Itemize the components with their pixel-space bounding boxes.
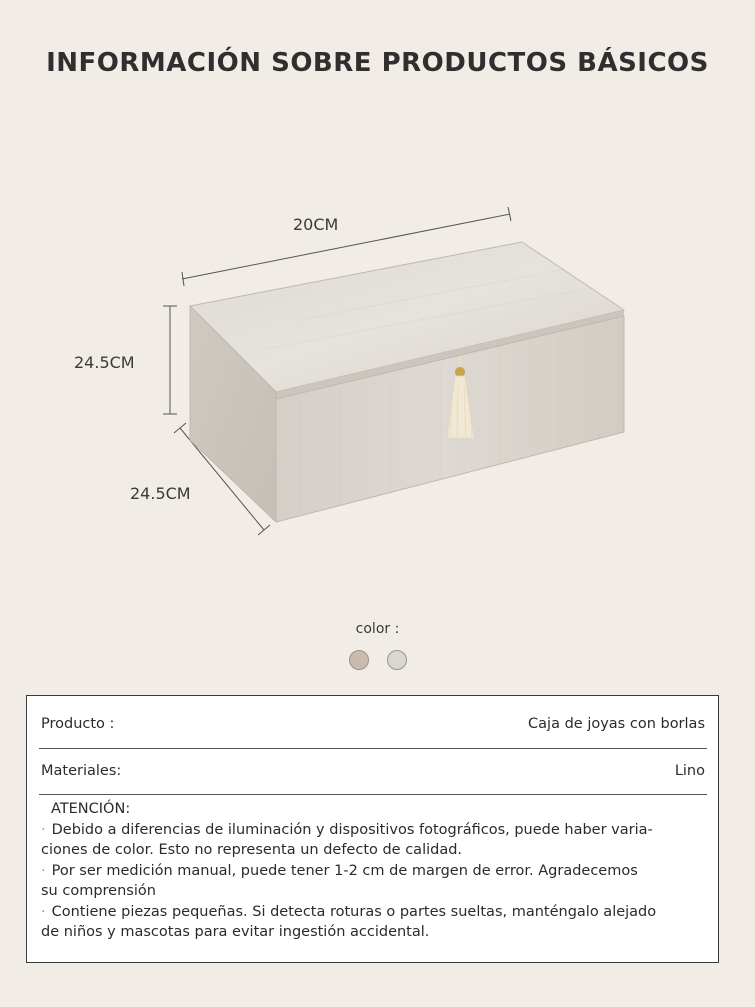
product-label: Producto :: [41, 716, 115, 732]
bullet-icon: ·: [41, 821, 46, 838]
note-text: Contiene piezas pequeñas. Si detecta roturas o partes sueltas, manténgalo alejado: [51, 903, 657, 920]
height-dimension-label: 24.5CM: [74, 353, 135, 372]
color-label: color :: [355, 621, 400, 637]
note-text: Debido a diferencias de iluminación y dispositivos fotográficos, puede haber varia-: [51, 821, 653, 838]
width-dimension-label: 20CM: [293, 215, 339, 234]
product-value: Caja de joyas con borlas: [528, 716, 705, 732]
note-line: [41, 840, 705, 861]
attention-notes: [41, 799, 705, 943]
product-info-box: [26, 695, 719, 963]
bullet-icon: ·: [41, 903, 46, 920]
product-row: [41, 716, 705, 732]
note-text: Por ser medición manual, puede tener 1-2 cm de margen de error. Agradecemos: [51, 862, 638, 879]
note-line: [41, 922, 705, 943]
note-text: su comprensión: [41, 883, 156, 899]
color-swatches: [0, 650, 755, 670]
height-dimension-line: [163, 306, 177, 414]
product-illustration: [0, 190, 755, 550]
depth-dimension-label: 24.5CM: [130, 484, 191, 503]
note-text: ciones de color. Esto no representa un defecto de calidad.: [41, 842, 463, 858]
bullet-icon: ·: [41, 862, 46, 879]
note-line: [41, 881, 705, 902]
color-swatch-light-grey[interactable]: [387, 650, 407, 670]
divider: [39, 748, 707, 749]
materials-label: Materiales:: [41, 763, 122, 779]
attention-title: ATENCIÓN:: [51, 801, 131, 817]
note-text: de niños y mascotas para evitar ingestión accidental.: [41, 924, 430, 940]
note-line: [41, 861, 705, 882]
materials-value: Lino: [674, 763, 705, 779]
note-line: [41, 902, 705, 923]
note-line: [41, 820, 705, 841]
divider: [39, 794, 707, 795]
page-title: INFORMACIÓN SOBRE PRODUCTOS BÁSICOS: [46, 48, 709, 78]
materials-row: [41, 763, 705, 779]
color-swatch-taupe[interactable]: [349, 650, 369, 670]
